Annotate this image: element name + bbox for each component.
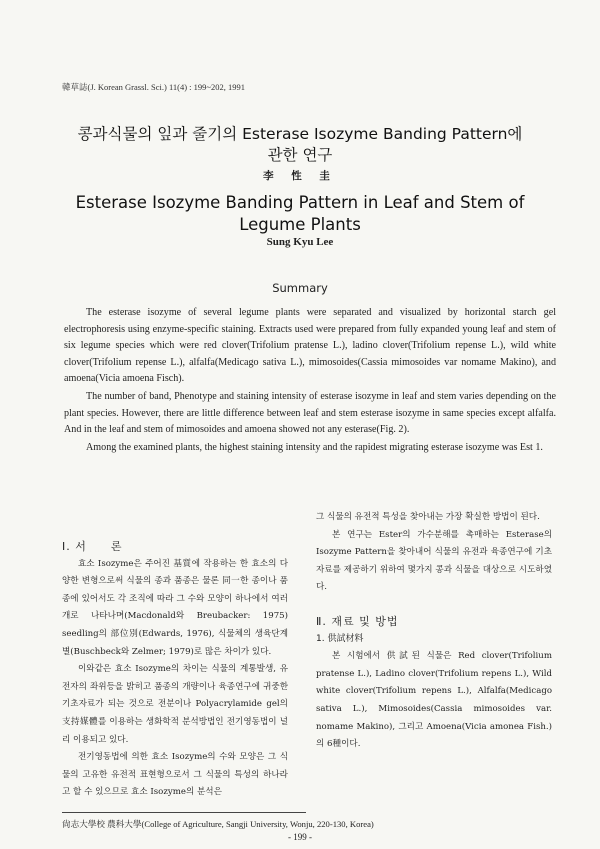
left-column [62, 538, 288, 802]
intro-paragraph-2: 이와같은 효소 Isozyme의 차이는 식물의 계통발생, 유전자의 좌위등을 밝히고 품종의 개량이나 육종연구에 귀중한 기초자료가 되는 것으로 전분이나 Polyacrylamide gel의 支持媒體를 이용하는 생화학적 분석방법인 전기영동법이 널리 이용되고 있다. [62, 664, 288, 745]
english-author: Sung Kyu Lee [266, 236, 334, 248]
intro-paragraph-3: 전기영동법에 의한 효소 Isozyme의 수와 모양은 그 식물의 고유한 유전적 표현형으로서 그 식물의 특성의 하나라고 할 수 있으므로 효소 Isozyme의 분석은 [62, 752, 288, 798]
intro-paragraph-1: 효소 Isozyme은 주어진 基質에 작용하는 한 효소의 다양한 변형으로써 식물의 종과 품종은 물론 同一한 종이나 품종에 있어서도 각 조직에 따라 그 수와 모양이 하나에서 여러개로 나타나며(Macdonald와 Breubacker: 1975) seedling의 部位別(Edwards, 1976), 식물체의 생육단계별(Buschbeck와 Zelmer; 1979)로 많은 차이가 있다. [62, 558, 288, 657]
english-title-line-2: Legume Plants [239, 215, 361, 234]
footnote-divider [62, 812, 306, 813]
journal-citation: 韓草誌(J. Korean Grassl. Sci.) 11(4) : 199~202, 1991 [62, 82, 245, 92]
korean-title-line-1: 콩과식물의 잎과 줄기의 Esterase Isozyme Banding Pattern에 [77, 125, 523, 143]
materials-subheading: 1. 供試材料 [316, 633, 364, 644]
summary-paragraph-3: Among the examined plants, the highest staining intensity and the rapidest migrating esterase isozyme was Est 1. [86, 441, 543, 453]
introduction-heading: Ⅰ. 서 론 [62, 540, 123, 553]
methods-heading: Ⅱ. 재료 및 방법 [316, 614, 399, 628]
summary-paragraph-2: The number of band, Phenotype and staining intensity of esterase isozyme in leaf and stem varies depending on the plant species. However, there are little difference between leaf and stem esterase isozyme in same species except alfalfa. And in the leaf and stem of mimosoides and amoena showed not any esterase(Fig. 2). [64, 390, 556, 436]
summary-heading: Summary [272, 281, 328, 295]
english-title [0, 192, 600, 236]
korean-title-line-2: 관한 연구 [267, 146, 333, 164]
author-affiliation: 尙志大學校 農科大學(College of Agriculture, Sangji University, Wonju, 220-130, Korea) [62, 819, 374, 829]
summary-paragraph-1: The esterase isozyme of several legume plants were separated and visualized by horizontal starch gel electrophoresis using enzyme-specific staining. Extracts used were prepared from fully expanded young leaf and stem of six legume species which were red clover(Trifolium pratense L.), ladino clover(Trifolium repense L.), wild white clover(Trifolium repense L.), alfalfa(Medicago sativa L.), mimosoides(Cassia mimosoides var nomame Makino), and amoena(Vicia amoena Fisch). [64, 307, 556, 385]
korean-author: 李 性 圭 [263, 170, 337, 182]
korean-title [0, 124, 600, 166]
english-title-line-1: Esterase Isozyme Banding Pattern in Leaf and Stem of [75, 193, 525, 212]
intro-paragraph-continued: 그 식물의 유전적 특성을 찾아내는 가장 확실한 방법이 된다. [316, 512, 540, 522]
summary-body [64, 305, 556, 456]
materials-paragraph: 본 시험에서 供試된 식물은 Red clover(Trifolium pratense L.), Ladino clover(Trifolium repens L.), Wild white clover(Trifolium repens L.), Alfalfa(Medicago sativa L.), Mimosoides(Cassia mimosoides var. nomame Makino), 그리고 Amoena(Vicia amonea Fish.)의 6種이다. [316, 651, 552, 750]
intro-paragraph-4: 본 연구는 Ester의 가수분해를 촉매하는 Esterase의 Isozyme Pattern을 찾아내어 식물의 유전과 육종연구에 기초자료를 제공하기 위하여 몇가지 콩과 식물을 대상으로 시도하였다. [316, 529, 552, 593]
page-number: - 199 - [288, 832, 312, 842]
right-column [316, 509, 552, 754]
